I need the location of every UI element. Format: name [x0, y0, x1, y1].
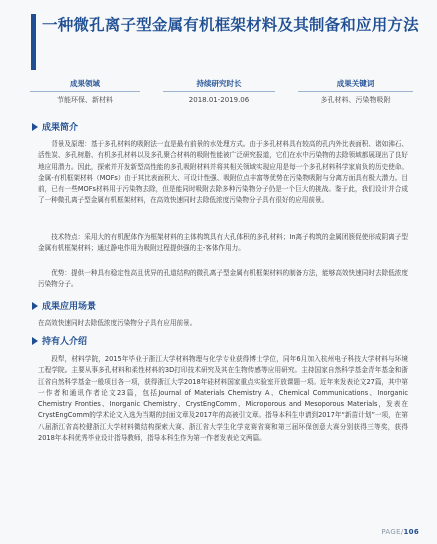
- meta-label: 成果关键词: [336, 79, 375, 88]
- section-heading-author: 持有人介绍: [32, 336, 87, 348]
- meta-field: [30, 78, 140, 105]
- title-accent-bar: [31, 14, 36, 70]
- author-paragraph: 段犁，材料学院，2015年毕业于浙江大学材料物理与化学专业获得博士学位，同年6月加入杭州电子科技大学材料与环境工程学院。主要从事多孔材料和柔性材料的3D打印技术研究及其在生物传感等应用研究。主持国家自然科学基金青年基金和浙江省自然科学基金一般项目各一项，获得浙江大学2018年硅材料国家重点实验室开放课题一项。近年来发表论文27篇，其中第一作者和通讯作者论文23篇，包括Journal of Materials Chemistry A、Chemical Communications、Inorganic Chemistry Fronties、Inorganic Chemistry、CrystEngComm、Microporous and Mesoporous Materials，发表在CrystEngComm的学术论文入选为当期的封面文章及2017年的高被引文章。指导本科生申请到2017年“新苗计划”一项，在第八届浙江省高校健浙江大学材料微结构探索大赛、浙江省大学生化学竞赛省赛和第三届环保创意大赛分别获得三等奖，获得2018年本科优秀毕业设计指导教师，指导本科生作为第一作者发表论文两篇。: [38, 355, 408, 443]
- intro-paragraph: 背景及原理：基于多孔材料的吸附法一直是最有前景的水处理方式。由于多孔材料具有较高的孔内外比表面积、诸如沸石、活性炭、多孔树脂、有机多孔材料以及多孔聚合材料的吸附性能被广泛研究报道，它们在水中污染物的去除领域都展现出了良好地应用潜力。因此，探索并开发新型高性能的多孔吸附材料并将其相关领域实现应用是每一个多孔材料科学家肩负的历史使命。金属-有机框架材料（MOFs）由于其比表面积大、可设计性强、吸附位点丰富等优势在污染物吸附与分离方面具有极大潜力。目前，已有一些MOFs材料用于污染物去除，但是能同时吸附去除多种污染物分子仍是一个巨大的挑战。鉴于此，我们设计并合成了一种微孔离子型金属有机框架材料，在高效快速同时去除低浓度污染物分子具有很好的应用前景。: [38, 140, 408, 205]
- meta-value: 多孔材料、污染物吸附: [320, 96, 391, 104]
- meta-divider: [298, 91, 413, 92]
- meta-label: 成果领域: [70, 79, 100, 88]
- meta-value: 2018.01-2019.06: [188, 96, 250, 104]
- meta-label: 持续研究时长: [196, 79, 242, 88]
- meta-divider: [163, 91, 275, 92]
- triangle-bullet-icon: [32, 337, 38, 345]
- section-heading-application: 成果应用场景: [32, 301, 96, 313]
- triangle-bullet-icon: [32, 302, 38, 310]
- meta-value: 节能环保、新材料: [57, 96, 113, 104]
- page-title: 一种微孔离子型金属有机框架材料及其制备和应用方法: [42, 16, 419, 34]
- meta-divider: [30, 91, 140, 92]
- page-number: PAGE/106: [381, 528, 419, 536]
- intro-paragraph: 技术特点：采用大的有机配体作为框架材料的主体构筑具有大孔体积的多孔材料；In离子构筑的金属团簇促使形成阴离子型金属有机框架材料；通过静电作用为吸附过程提供强的主-客体作用力。: [38, 233, 408, 253]
- intro-paragraph: 优势：提供一种具有稳定性高且优异的孔道结构的微孔离子型金属有机框架材料的制备方法，能够高效快速同时去除低浓度污染物分子。: [38, 269, 408, 289]
- triangle-bullet-icon: [32, 123, 38, 131]
- application-paragraph: 在高效快速同时去除低浓度污染物分子具有应用前景。: [38, 319, 197, 327]
- meta-field: [298, 78, 413, 105]
- meta-field: [163, 78, 275, 105]
- section-heading-intro: 成果简介: [32, 122, 78, 134]
